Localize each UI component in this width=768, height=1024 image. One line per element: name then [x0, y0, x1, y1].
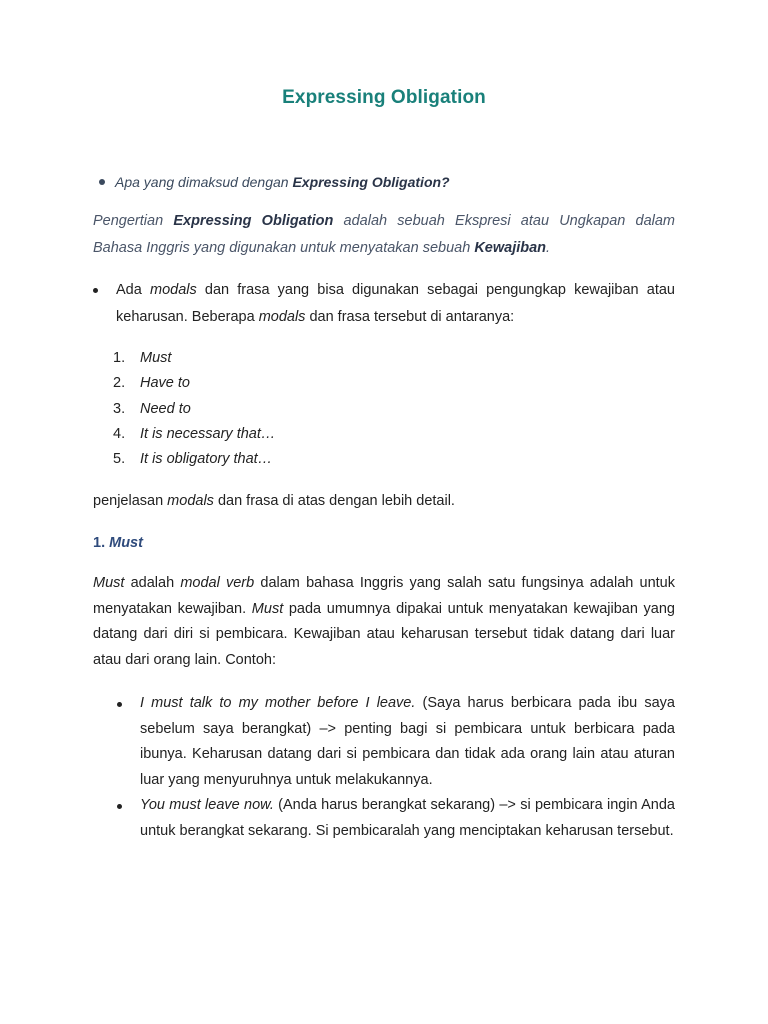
list-item-number: 1.	[113, 350, 126, 366]
example-sentence: I must talk to my mother before I leave.	[140, 695, 416, 711]
bullet-dot-icon	[117, 702, 122, 707]
detail-text-2: dan frasa di atas dengan lebih detail.	[213, 493, 455, 509]
intro-text	[116, 277, 675, 331]
must-text-2: dalam bahasa Inggris yang salah satu fungsinya adalah untuk menyatakan kewajiban.	[93, 575, 675, 617]
intro-italic-1: modals	[149, 282, 197, 298]
section-number: 1.	[93, 535, 110, 551]
intro-italic-2: modals	[258, 309, 306, 325]
question-prefix: Apa yang dimaksud dengan	[115, 174, 293, 190]
definition-text-1: Pengertian	[93, 213, 174, 229]
list-item	[117, 691, 675, 793]
must-text-3: pada umumnya dipakai untuk menyatakan kewajiban yang datang dari diri si pembicara. Kewajiban atau keharusan tersebut tidak datang dari luar atau dari orang lain. Contoh:	[93, 600, 675, 668]
list-item-text: Need to	[140, 400, 191, 417]
bullet-dot-icon	[93, 288, 98, 293]
bullet-dot-icon	[99, 179, 105, 185]
example-sentence: You must leave now.	[140, 797, 274, 814]
must-paragraph	[93, 571, 675, 673]
must-italic-2: modal verb	[180, 575, 255, 591]
intro-text-1: Ada	[116, 282, 150, 298]
question-bold: Expressing Obligation?	[292, 174, 450, 190]
modals-list	[113, 346, 275, 472]
list-item	[113, 397, 275, 422]
intro-text-2: dan frasa yang bisa digunakan sebagai pengungkap kewajiban atau keharusan. Beberapa	[116, 282, 675, 325]
example-explanation: (Anda harus berangkat sekarang) –> si pembicara ingin Anda untuk berangkat sekarang. Si pembicaralah yang menciptakan keharusan tersebut.	[140, 797, 675, 839]
definition-text-2: adalah sebuah Ekspresi atau Ungkapan dalam Bahasa Inggris yang digunakan untuk menyatakan sebuah	[93, 213, 675, 256]
list-item	[113, 346, 275, 371]
must-text-1: adalah	[124, 575, 181, 591]
page-title: Expressing Obligation	[282, 87, 486, 108]
list-item-text: Must	[140, 350, 172, 366]
list-item-number: 3.	[113, 400, 126, 417]
intro-text-3: dan frasa tersebut di antaranya:	[305, 309, 515, 325]
bullet-dot-icon	[117, 804, 122, 809]
definition-text-3: .	[546, 240, 551, 256]
example-explanation: (Saya harus berbicara pada ibu saya sebelum saya berangkat) –> penting bagi si pembicara untuk berbicara pada ibunya. Keharusan datang dari si pembicara dan tidak ada orang lain atau aturan luar yang menyuruhnya untuk melakukannya.	[140, 695, 675, 788]
definition-term: Expressing Obligation	[173, 213, 334, 229]
detail-text-1: penjelasan	[93, 493, 168, 509]
list-item-number: 4.	[113, 425, 126, 442]
detail-italic: modals	[167, 493, 214, 509]
list-item-text: Have to	[140, 375, 190, 392]
section-label: Must	[109, 535, 143, 551]
definition-paragraph	[93, 208, 675, 262]
list-item-text: It is obligatory that…	[140, 451, 273, 468]
examples-list	[117, 691, 675, 845]
question-bullet	[99, 171, 450, 193]
list-item-number: 2.	[113, 375, 126, 392]
list-item	[113, 371, 275, 396]
list-item	[113, 447, 275, 472]
list-item	[117, 793, 675, 844]
list-item	[113, 422, 275, 447]
must-italic-3: Must	[251, 600, 284, 617]
section-heading-must	[93, 532, 143, 554]
intro-bullet	[93, 277, 675, 331]
definition-keyword: Kewajiban	[474, 240, 547, 256]
detail-sentence	[93, 490, 455, 512]
list-item-text: It is necessary that…	[140, 425, 276, 442]
must-italic-1: Must	[93, 575, 125, 591]
list-item-number: 5.	[113, 451, 126, 468]
